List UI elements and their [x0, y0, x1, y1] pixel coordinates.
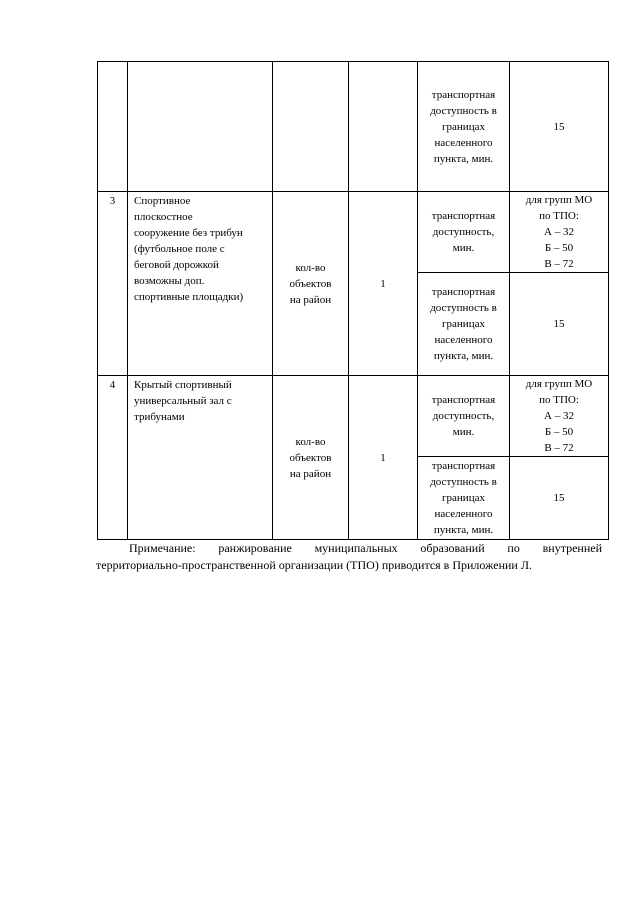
- value-cell: для групп МО по ТПО: А – 32 Б – 50 В – 72: [510, 192, 609, 273]
- table-row: [98, 376, 609, 457]
- indicator-cell: транспортная доступность в границах населенного пункта, мин.: [418, 62, 510, 192]
- indicator-cell: транспортная доступность в границах населенного пункта, мин.: [418, 457, 510, 540]
- standards-table: [97, 61, 609, 540]
- unit-cell: [273, 62, 349, 192]
- count-cell: 1: [349, 192, 418, 376]
- value-cell: для групп МО по ТПО: А – 32 Б – 50 В – 72: [510, 376, 609, 457]
- row-number-cell: 3: [98, 192, 128, 376]
- facility-name-cell: Спортивное плоскостное сооружение без трибун (футбольное поле с беговой дорожкой возможны доп. спортивные площадки): [128, 192, 273, 376]
- value-cell: 15: [510, 62, 609, 192]
- value-cell: 15: [510, 273, 609, 376]
- count-cell: 1: [349, 376, 418, 540]
- indicator-cell: транспортная доступность, мин.: [418, 376, 510, 457]
- row-number-cell: 4: [98, 376, 128, 540]
- indicator-cell: транспортная доступность, мин.: [418, 192, 510, 273]
- facility-name-cell: [128, 62, 273, 192]
- indicator-cell: транспортная доступность в границах населенного пункта, мин.: [418, 273, 510, 376]
- note-line-2: территориально-пространственной организации (ТПО) приводится в Приложении Л.: [96, 558, 532, 572]
- facility-name-cell: Крытый спортивный универсальный зал с трибунами: [128, 376, 273, 540]
- count-cell: [349, 62, 418, 192]
- note-line-1: Примечание: ранжирование муниципальных образований по внутренней: [129, 541, 602, 555]
- unit-cell: кол-во объектов на район: [273, 376, 349, 540]
- table-row: [98, 62, 609, 192]
- value-cell: 15: [510, 457, 609, 540]
- row-number-cell: [98, 62, 128, 192]
- table-note: [97, 540, 602, 574]
- unit-cell: кол-во объектов на район: [273, 192, 349, 376]
- table-row: [98, 192, 609, 273]
